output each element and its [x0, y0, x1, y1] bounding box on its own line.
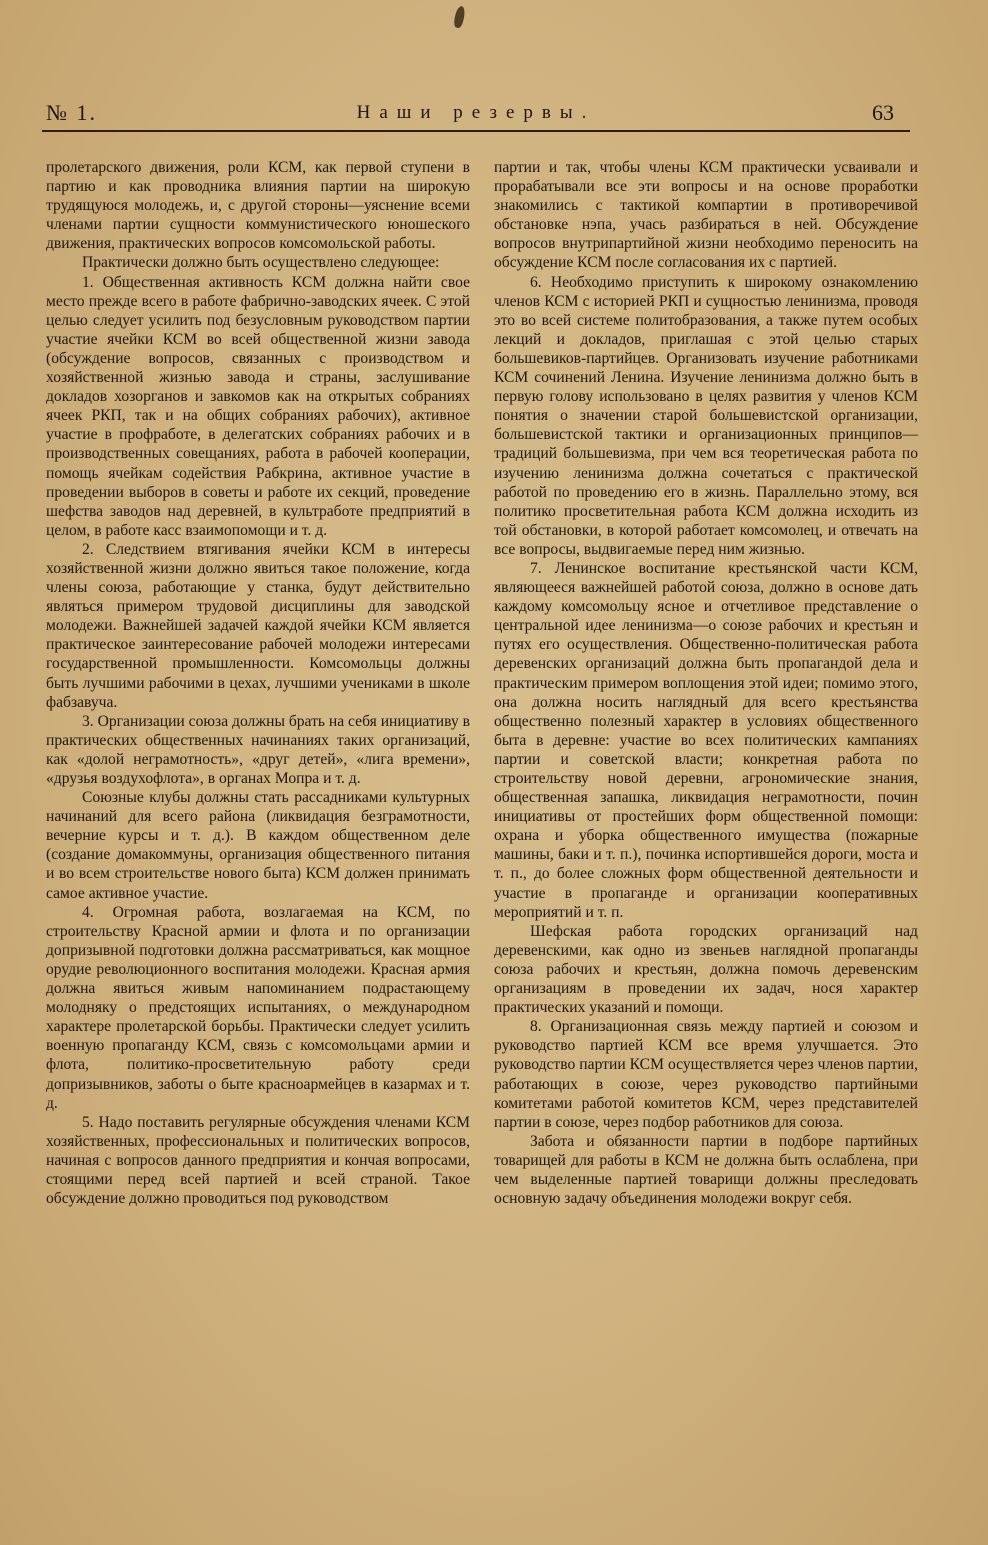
paragraph-item-8: 8. Организационная связь между партией и союзом и руководство партией КСМ все время улучшается. Это руководство партии КСМ осуществляется через членов партии, работающих в союзе, через руководство партийными комитетами работой комитетов КСМ, через представителей партии в союзе, через подбор работников для союза. [494, 1018, 918, 1131]
paragraph: партии и так, чтобы члены КСМ практически усваивали и прорабатывали все эти вопросы и на основе проработки знакомились с тактикой компартии в противоречивой обстановке нэпа, учась разбираться в ней. Обсуждение вопросов внутрипартийной жизни необходимо переносить на обсуждение КСМ после согласования их с партией. [494, 159, 918, 272]
paragraph: Практически должно быть осуществлено следующее: [82, 254, 440, 272]
paragraph: Союзные клубы должны стать рассадниками культурных начинаний для всего района (ликвидация безграмотности, вечерние курсы и т. д.). В каждом общественном деле (создание домакоммуны, организация общественного питания и во всем строительстве нового быта) КСМ должен принимать самое активное участие. [46, 789, 470, 902]
journal-title: Наши резервы. [356, 102, 596, 123]
ink-blot [453, 5, 466, 28]
paragraph-item-2: 2. Следствием втягивания ячейки КСМ в интересы хозяйственной жизни должно явиться такое положение, когда члены союза, работающие у станка, будут действительно являться примером трудовой дисциплины для заводской молодежи. Важнейшей задачей каждой ячейки КСМ является практическое заинтересование рабочей молодежи интересами государственной промышленности. Комсомольцы должны быть лучшими рабочими в цехах, лучшими учениками в школе фабзавуча. [46, 540, 470, 711]
paragraph-item-6: 6. Необходимо приступить к широкому ознакомлению членов КСМ с историей РКП и сущностью ленинизма, проводя это во всей системе политобразования, а также путем особых лекций и докладов, приглашая с этой целью старых большевиков-партийцев. Организовать изучение работниками КСМ сочинений Ленина. Изучение ленинизма должно быть в первую голову использовано в целях развития у членов КСМ понятия о значении старой большевистской организации, большевистской тактики и организационных принципов—традиций большевизма, при чем вся теоретическая работа по изучению ленинизма должна сочетаться с практической работой по проведению его в жизнь. Параллельно этому, вся политико просветительная работа КСМ должна исходить из той обстановки, в которой работает комсомолец, и отвечать на все вопросы, выдвигаемые перед ним жизнью. [494, 273, 918, 558]
page-number: 63 [872, 100, 894, 125]
paragraph: Забота и обязанности партии в подборе партийных товарищей для работы в КСМ не должна быть ослаблена, при чем выделенные партией товарищи должны преследовать основную задачу объединения молодежи вокруг себя. [494, 1132, 918, 1208]
left-column [46, 158, 470, 1208]
paragraph-item-4: 4. Огромная работа, возлагаемая на КСМ, по строительству Красной армии и флота и по организации допризывной подготовки должна рассматриваться, как мощное орудие революционного воспитания молодежи. Красная армия должна явиться живым напоминанием подрастающему молодняку о предстоящих испытаниях, о международном характере пролетарской борьбы. Практически следует усилить военную пропаганду КСМ, связь с комсомольцами армии и флота, политико-просветительную работу среди допризывников, заботы о быте красноармейцев в казармах и т. д. [46, 903, 470, 1112]
paragraph-item-5: 5. Надо поставить регулярные обсуждения членами КСМ хозяйственных, профессиональных и политических вопросов, начиная с вопросов данного предприятия и кончая вопросами, стоящими перед всей партией и всей страной. Такое обсуждение должно проводиться под руководством [46, 1113, 470, 1208]
header-rule [42, 130, 910, 132]
paragraph-item-7: 7. Ленинское воспитание крестьянской части КСМ, являющееся важнейшей работой союза, должно в основе дать каждому комсомольцу ясное и отчетливое представление о центральной идее ленинизма—о союзе рабочих и крестьян и путях его осуществления. Общественно-политическая работа деревенских организаций должна быть пропагандой дела и практическим примером воплощения этой идеи; помимо этого, она должна носить наглядный для всего крестьянства общественно полезный характер в условиях общественного быта в деревне: участие во всех политических кампаниях партии и советской власти; конкретная работа по строительству новой деревни, агрономические знания, общественная запашка, ликвидация неграмотности, почин инициативы от простейших форм общественной помощи: охрана и уборка общественного имущества (пожарные машины, баки и т. п.), починка испортившейся дороги, моста и т. п., до более сложных форм общественной деятельности и участие в пропаганде и организации кооперативных мероприятий и т. п. [494, 559, 918, 921]
right-column [494, 158, 918, 1208]
running-header [42, 96, 910, 130]
paragraph: Шефская работа городских организаций над деревенскими, как одно из звеньев наглядной пропаганды союза рабочих и крестьян, должна помочь деревенским организациям в проведении их задач, нося характер практических указаний и помощи. [494, 922, 918, 1017]
paragraph-item-1: 1. Общественная активность КСМ должна найти свое место прежде всего в работе фабрично-заводских ячеек. С этой целью следует усилить под безусловным руководством партии участие ячейки КСМ во всей общественной жизни завода (обсуждение вопросов, связанных с производством и хозяйственной жизнью завода и страны, заслушивание докладов хозорганов и завкомов как на открытых собраниях ячеек РКП, так и на общих собраниях рабочих), активное участие в профработе, в делегатских собраниях рабочих и в производственных совещаниях, работа в рабочей кооперации, помощь ячейкам содействия Рабкрина, активное участие в проведении выборов в советы и работе их секций, проведение шефства заводов над деревней, в культработе предприятий в целом, в работе касс взаимопомощи и т. д. [46, 273, 470, 539]
paragraph: пролетарского движения, роли КСМ, как первой ступени в партию и как проводника влияния партии на широкую трудящуюся молодежь, и, с другой стороны—уяснение всеми членами партии сущности коммунистического юношеского движения, практических вопросов комсомольской работы. [46, 159, 470, 253]
paragraph-item-3: 3. Организации союза должны брать на себя инициативу в практических общественных начинаниях таких организаций, как «долой неграмотность», «друг детей», «лига времени», «друзья воздухофлота», в органах Мопра и т. д. [46, 712, 471, 787]
issue-number: № 1. [46, 100, 97, 125]
